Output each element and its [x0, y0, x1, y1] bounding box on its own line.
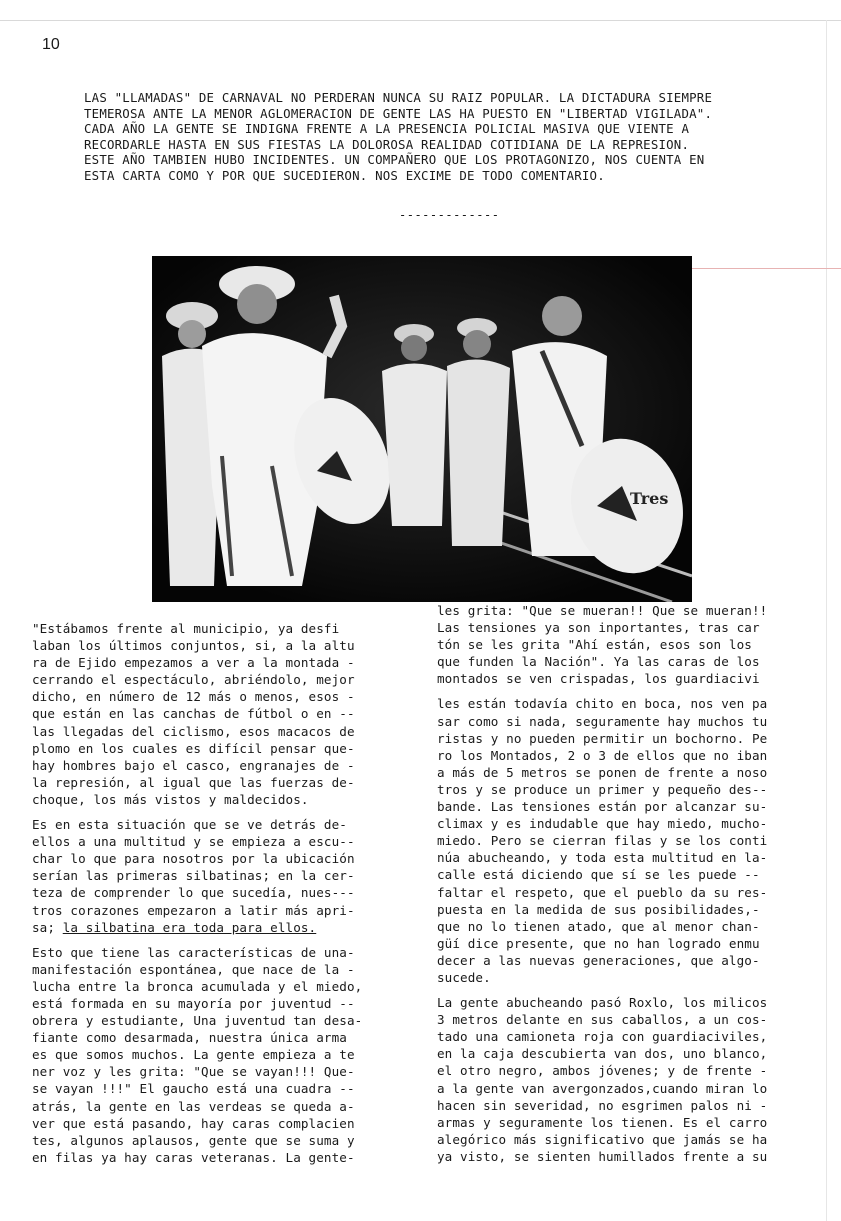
underlined-phrase: la silbatina era toda para ellos. — [62, 919, 317, 935]
text-line: tros y se produce un primer y pequeño des-- — [437, 781, 768, 797]
text-line: tes, algunos aplausos, gente que se suma y — [32, 1132, 355, 1148]
text-line: 3 metros delante en sus caballos, a un cos- — [437, 1012, 768, 1028]
intro-paragraph — [84, 90, 784, 184]
text-line: se vayan !!!" El gaucho está una cuadra -- — [32, 1081, 355, 1097]
text-line: calle está diciendo que sí se les puede -- — [437, 867, 760, 883]
text-line: Es en esta situación que se ve detrás de- — [32, 817, 347, 833]
text-line: la represión, al igual que las fuerzas de- — [32, 774, 355, 790]
paragraph-gap — [437, 687, 817, 695]
intro-line: CADA AÑO LA GENTE SE INDIGNA FRENTE A LA PRESENCIA POLICIAL MASIVA QUE VIENTE A — [84, 121, 690, 137]
text-line: "Estábamos frente al municipio, ya desfi — [32, 621, 340, 636]
text-line: ro los Montados, 2 o 3 de ellos que no iban — [437, 747, 768, 763]
text-line: que funden la Nación". Ya las caras de los — [437, 654, 760, 670]
text-line: cerrando el espectáculo, abriéndolo, mejor — [32, 672, 355, 688]
text-line: es que somos muchos. La gente empieza a te — [32, 1047, 355, 1063]
text-line: miedo. Pero se cierran filas y se los conti — [437, 833, 768, 849]
page-right-edge — [826, 20, 827, 1221]
text-line: tado una camioneta roja con guardiaciviles, — [437, 1029, 768, 1045]
text-line: armas y seguramente los tienen. Es el carro — [437, 1114, 768, 1130]
text-line: ner voz y les grita: "Que se vayan!!! Que- — [32, 1064, 355, 1080]
paragraph-gap — [32, 936, 392, 944]
text-line: faltar el respeto, que el pueblo da su res- — [437, 884, 768, 900]
text-line: dicho, en número de 12 más o menos, esos - — [32, 689, 355, 705]
text-line: manifestación espontánea, que nace de la - — [32, 961, 355, 977]
text-line: fiante como desarmada, nuestra única arma — [32, 1030, 347, 1046]
photo-illustration — [152, 256, 692, 602]
section-separator: ------------- — [399, 208, 500, 222]
text-line: ristas y no pueden permitir un bochorno. Pe — [437, 730, 768, 746]
text-fragment: sa; — [32, 919, 63, 935]
text-line: Las tensiones ya son inportantes, tras car — [437, 620, 760, 636]
text-line: hacen sin severidad, no esgrimen palos ni - — [437, 1097, 768, 1113]
text-line: laban los últimos conjuntos, si, a la altu — [32, 638, 355, 654]
text-line: núa abucheando, y toda esta multitud en la- — [437, 850, 768, 866]
page-number: 10 — [42, 36, 60, 53]
text-line: está formada en su mayoría por juventud -- — [32, 995, 355, 1011]
intro-line: LAS "LLAMADAS" DE CARNAVAL NO PERDERAN NUNCA SU RAIZ POPULAR. LA DICTADURA SIEMPRE — [84, 90, 713, 105]
text-line: char lo que para nosotros por la ubicación — [32, 851, 355, 867]
intro-line: TEMEROSA ANTE LA MENOR AGLOMERACION DE GENTE LAS HA PUESTO EN "LIBERTAD VIGILADA". — [84, 105, 713, 121]
text-line: que no lo tienen atado, que al menor chan- — [437, 918, 760, 934]
text-line: La gente abucheando pasó Roxlo, los milicos — [437, 995, 768, 1011]
text-line: las llegadas del ciclismo, esos macacos de — [32, 723, 355, 739]
text-line: Esto que tiene las características de una- — [32, 944, 355, 960]
text-line: decer a las nuevas generaciones, que algo- — [437, 952, 760, 968]
text-line: montados se ven crispadas, los guardiacivi — [437, 671, 760, 687]
text-line: ya visto, se sienten humillados frente a su — [437, 1148, 768, 1164]
text-line: serían las primeras silbatinas; en la cer- — [32, 868, 355, 884]
text-line: sar como si nada, seguramente hay muchos tu — [437, 713, 768, 729]
text-line: el otro negro, ambos jóvenes; y de frente - — [437, 1063, 768, 1079]
intro-line: ESTE AÑO TAMBIEN HUBO INCIDENTES. UN COMPAÑERO QUE LOS PROTAGONIZO, NOS CUENTA EN — [84, 152, 705, 168]
text-line: tón se les grita "Ahí están, esos son los — [437, 637, 752, 653]
text-line: climax y es indudable que hay miedo, mucho- — [437, 816, 768, 832]
text-line: ra de Ejido empezamos a ver a la montada - — [32, 655, 355, 671]
text-line — [32, 919, 392, 936]
text-line: hay hombres bajo el casco, engranajes de - — [32, 757, 355, 773]
text-line: güí dice presente, que no han logrado enmu — [437, 935, 760, 951]
page-top-edge — [0, 20, 841, 21]
text-line: plomo en los cuales es difícil pensar que- — [32, 740, 355, 756]
text-line: lucha entre la bronca acumulada y el miedo, — [32, 978, 363, 994]
text-line: que están en las canchas de fútbol o en -- — [32, 706, 355, 722]
text-line: bande. Las tensiones están por alcanzar su- — [437, 799, 768, 815]
intro-line: RECORDARLE HASTA EN SUS FIESTAS LA DOLOROSA REALIDAD COTIDIANA DE LA REPRESION. — [84, 136, 690, 152]
text-line: puesta en la medida de sus posibilidades,- — [437, 901, 760, 917]
paragraph-gap — [437, 986, 817, 994]
text-line: ellos a una multitud y se empieza a escu-- — [32, 834, 355, 850]
text-line: tros corazones empezaron a latir más apri- — [32, 902, 355, 918]
text-line: sucede. — [437, 969, 491, 985]
text-line: a más de 5 metros se ponen de frente a noso — [437, 764, 768, 780]
text-line: les grita: "Que se mueran!! Que se mueran!! — [437, 603, 768, 618]
right-column — [437, 602, 817, 1165]
text-line: en la caja descubierta van dos, uno blanco, — [437, 1046, 768, 1062]
text-line: en filas ya hay caras veteranas. La gente- — [32, 1149, 355, 1165]
text-line: atrás, la gente en las verdeas se queda a- — [32, 1098, 355, 1114]
paragraph-gap — [32, 808, 392, 816]
carnival-drummers-photo — [152, 256, 692, 602]
text-line: teza de comprender lo que sucedía, nues--- — [32, 885, 355, 901]
red-pen-mark — [690, 268, 841, 269]
text-line: alegórico más significativo que jamás se ha — [437, 1131, 768, 1147]
left-column — [32, 620, 392, 1166]
text-line: a la gente van avergonzados,cuando miran lo — [437, 1080, 768, 1096]
text-line: ver que está pasando, hay caras complacien — [32, 1115, 355, 1131]
text-line: obrera y estudiante, Una juventud tan desa- — [32, 1013, 363, 1029]
text-line: choque, los más vistos y maldecidos. — [32, 791, 309, 807]
text-line: les están todavía chito en boca, nos ven pa — [437, 696, 768, 712]
intro-line: ESTA CARTA COMO Y POR QUE SUCEDIERON. NOS EXCIME DE TODO COMENTARIO. — [84, 167, 605, 183]
drum-sign: Tres — [630, 489, 669, 508]
